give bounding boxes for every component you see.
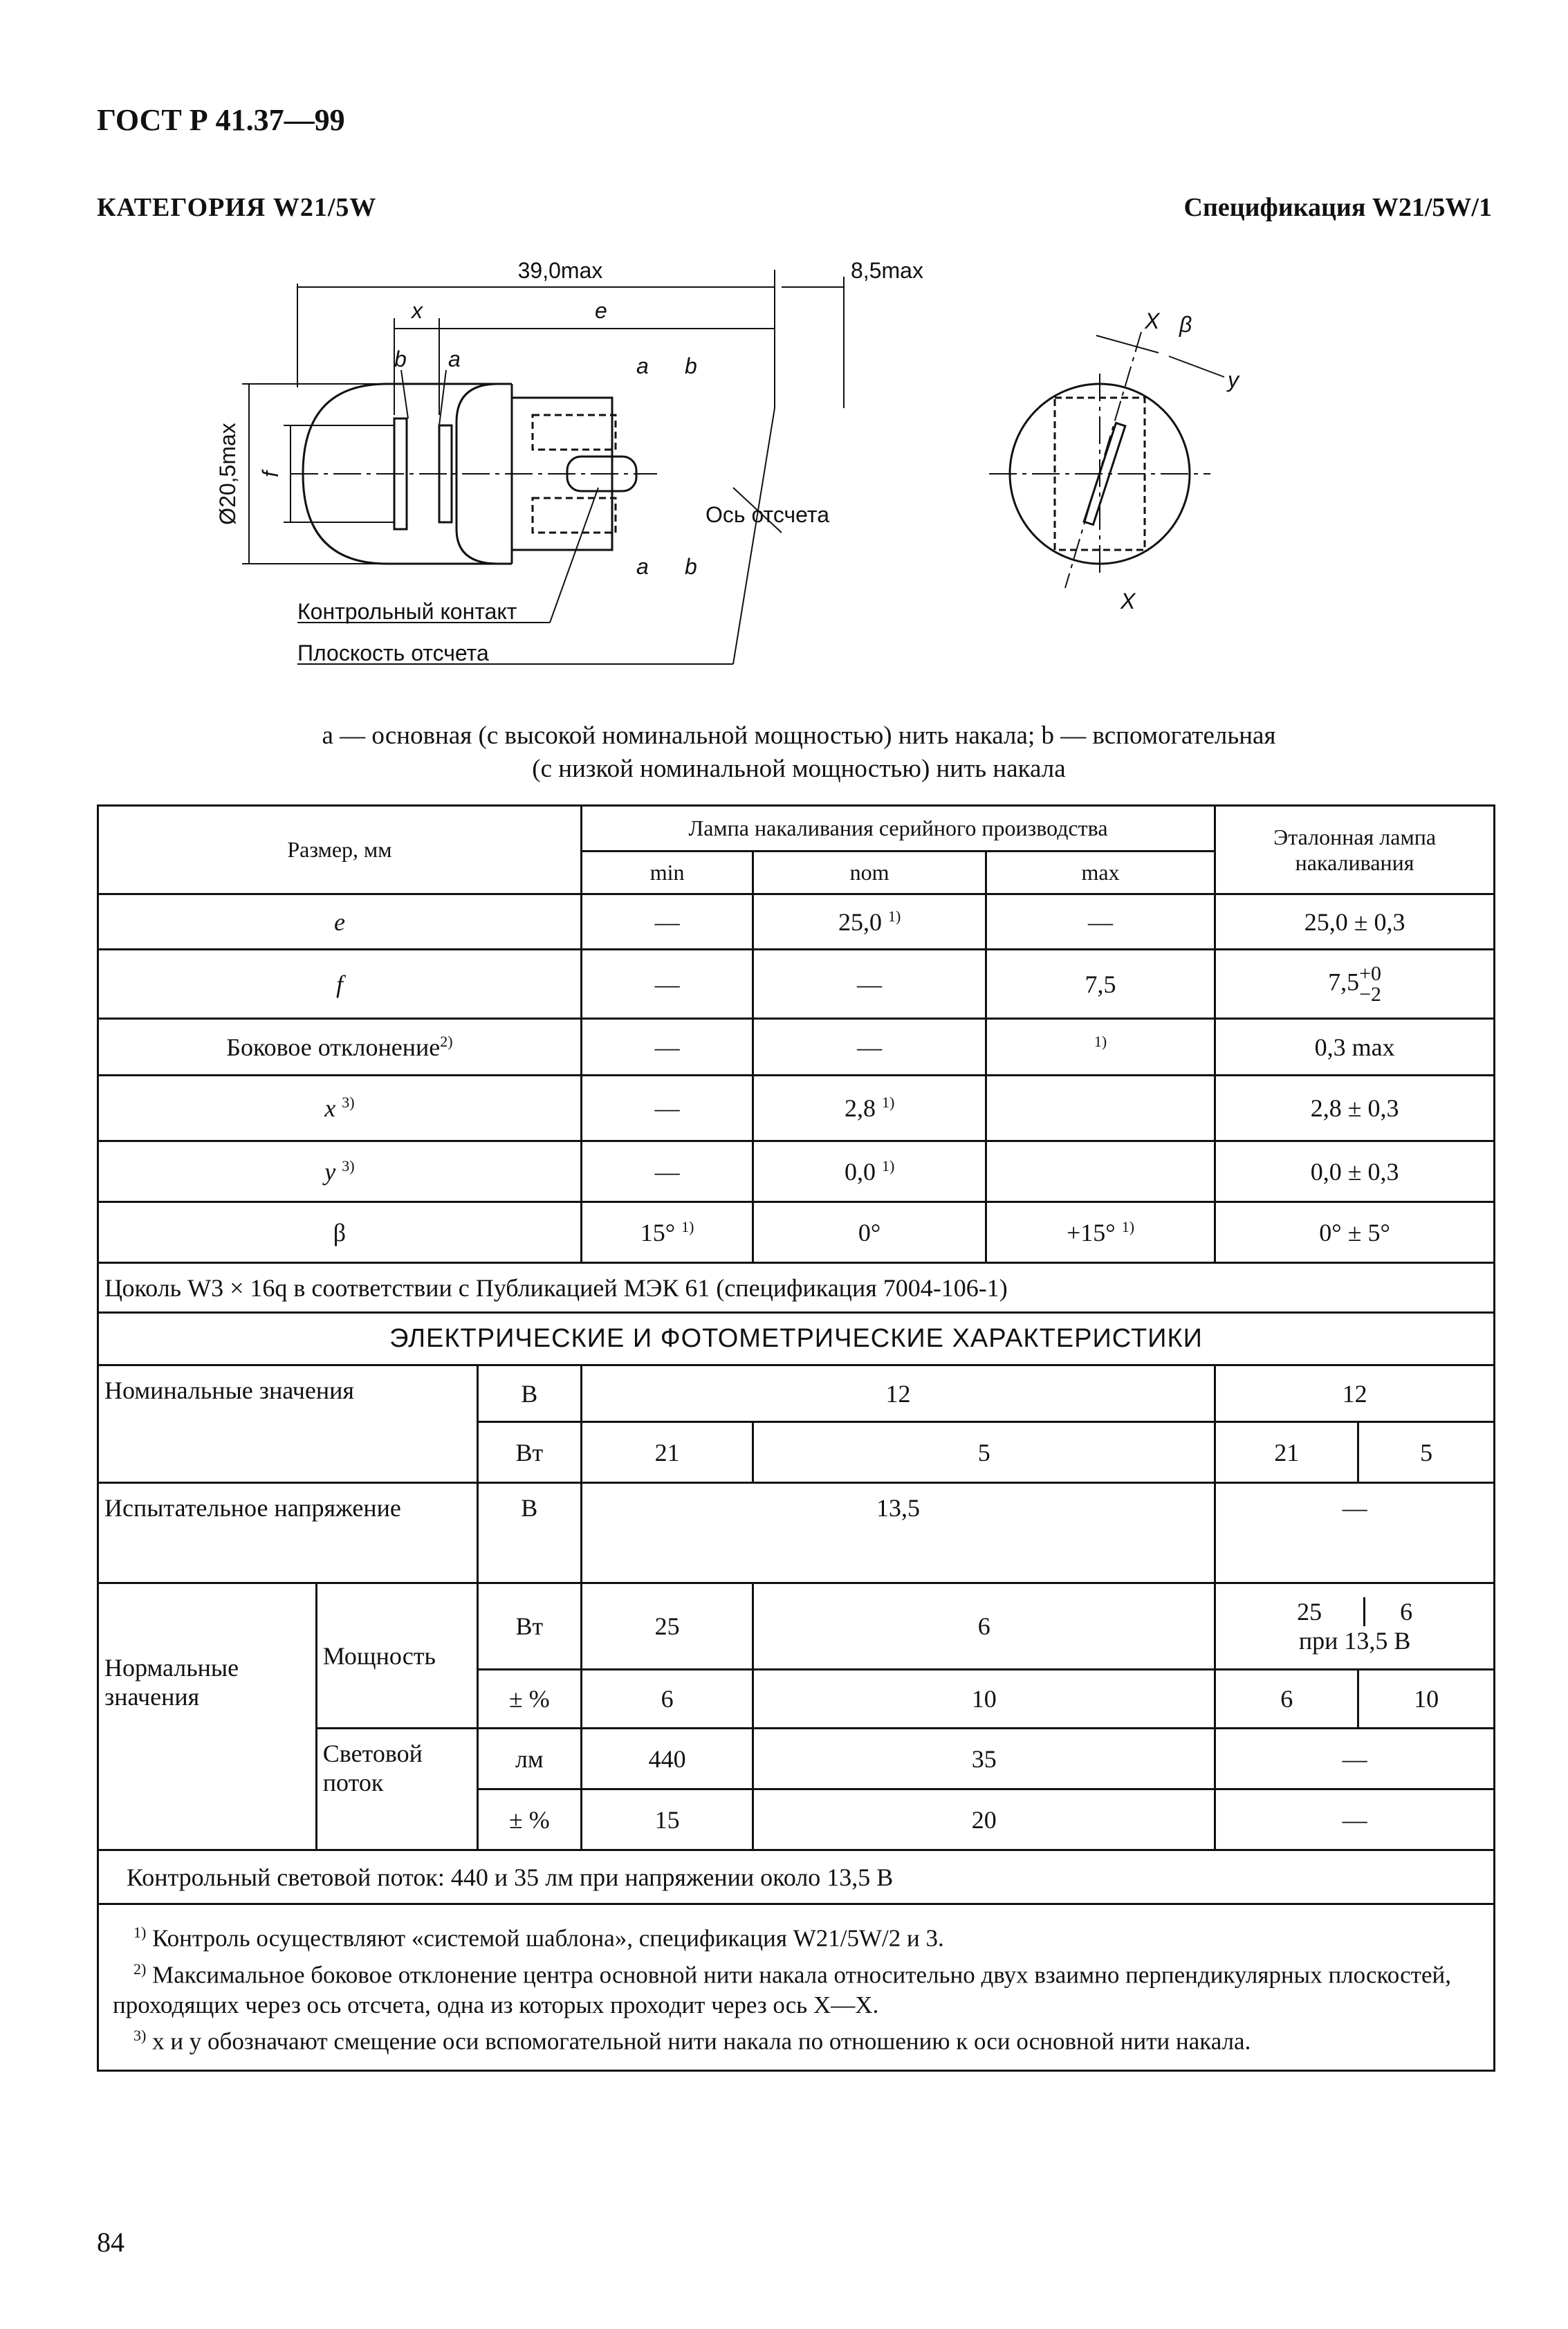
footnote-text: Контроль осуществляют «системой шаблона», спецификация W21/5W/2 и 3.	[152, 1924, 944, 1952]
normal-label: Нормальные значения	[98, 1583, 317, 1850]
footnote-mark: 3)	[342, 1157, 355, 1175]
caption-line-1: a — основная (с высокой номинальной мощностью) нить накала; b — вспомогательная	[322, 721, 1276, 750]
rated-power-main: 21	[581, 1422, 753, 1483]
section-title: ЭЛЕКТРИЧЕСКИЕ И ФОТОМЕТРИЧЕСКИЕ ХАРАКТЕРИСТИКИ	[98, 1313, 1495, 1365]
cell-max	[986, 1019, 1215, 1076]
page-number: 84	[97, 2227, 124, 2258]
cell-nom	[753, 1141, 986, 1202]
head-max: max	[986, 851, 1215, 894]
test-voltage-ref: —	[1215, 1483, 1495, 1583]
spec-table	[97, 804, 1495, 2072]
footnote-mark: 1)	[1094, 1032, 1107, 1050]
test-voltage: 13,5	[581, 1483, 1215, 1583]
dim-x-label: x	[412, 298, 423, 323]
cell-min	[581, 1202, 753, 1263]
cell-min: —	[581, 894, 753, 950]
flux-ref: —	[1215, 1729, 1495, 1789]
test-label: Испытательное напряжение	[98, 1483, 478, 1583]
rated-power-ref-main: 21	[1215, 1422, 1358, 1483]
label-b-bottom: b	[685, 554, 697, 579]
category-title: КАТЕГОРИЯ W21/5W	[97, 193, 377, 222]
cell-min: —	[581, 1019, 753, 1076]
rated-power-aux: 5	[753, 1422, 1215, 1483]
cell-nom-value: 0,0	[844, 1157, 876, 1186]
plane-label: Плоскость отсчета	[297, 641, 489, 665]
row-name	[98, 1019, 582, 1076]
row-name: f	[98, 950, 582, 1019]
head-serial: Лампа накаливания серийного производства	[581, 806, 1215, 851]
label-beta: β	[1179, 312, 1192, 337]
footnotes	[98, 1904, 1495, 2071]
unit-volt: В	[477, 1483, 581, 1583]
power-ref-note: при 13,5 В	[1298, 1627, 1411, 1655]
label-b-top: b	[685, 353, 697, 378]
power-ref-aux: 6	[1363, 1597, 1412, 1626]
unit-watt: Вт	[477, 1422, 581, 1483]
rated-voltage-serial: 12	[581, 1365, 1215, 1422]
tolerance-plus: +0	[1359, 961, 1382, 985]
cell-nom: —	[753, 950, 986, 1019]
footnote-mark: 1)	[133, 1924, 147, 1941]
unit-percent: ± %	[477, 1789, 581, 1850]
footnote-3	[113, 2020, 1479, 2057]
footnote-mark: 2)	[440, 1032, 453, 1050]
cell-ref-value: 7,5	[1328, 967, 1360, 995]
label-y: y	[1228, 367, 1239, 392]
power-pct-main: 6	[581, 1670, 753, 1729]
label-X-bottom: X	[1120, 589, 1136, 614]
cell-ref: 0° ± 5°	[1215, 1202, 1495, 1263]
rated-power-ref-aux: 5	[1358, 1422, 1495, 1483]
table-row	[98, 1019, 1495, 1076]
cell-nom	[753, 1076, 986, 1141]
cell-min: —	[581, 1076, 753, 1141]
footnote-text: x и y обозначают смещение оси вспомогательной нити накала по отношению к оси основной нити накала.	[152, 2027, 1251, 2055]
cap-note: Цоколь W3 × 16q в соответствии с Публикацией МЭК 61 (спецификация 7004-106-1)	[98, 1263, 1495, 1313]
unit-lumen: лм	[477, 1729, 581, 1789]
table-row	[98, 1202, 1495, 1263]
power-label: Мощность	[316, 1583, 477, 1729]
unit-watt: Вт	[477, 1583, 581, 1670]
footnote-mark: 1)	[681, 1217, 694, 1235]
row-name	[98, 1076, 582, 1141]
power-main: 25	[581, 1583, 753, 1670]
footnote-mark: 3)	[342, 1094, 355, 1111]
cell-max-value: +15°	[1067, 1218, 1116, 1246]
cell-ref	[1215, 950, 1495, 1019]
flux-pct-ref: —	[1215, 1789, 1495, 1850]
cell-max: —	[986, 894, 1215, 950]
table-row	[98, 1141, 1495, 1202]
row-name-text: y	[324, 1157, 336, 1186]
footnote-mark: 3)	[133, 2027, 147, 2045]
cell-nom-value: 25,0	[838, 908, 882, 936]
dim-diameter-label: Ø20,5max	[215, 423, 240, 525]
label-X-top: X	[1145, 309, 1160, 333]
figure-caption	[97, 719, 1501, 786]
flux-label: Световой поток	[316, 1729, 477, 1850]
row-name	[98, 1141, 582, 1202]
power-ref-main: 25	[1297, 1598, 1322, 1626]
power-pct-ref-aux: 10	[1358, 1670, 1495, 1729]
label-a-top: a	[636, 353, 649, 378]
tolerance	[1359, 961, 1382, 1006]
head-min: min	[581, 851, 753, 894]
cell-ref: 0,0 ± 0,3	[1215, 1141, 1495, 1202]
footnote-mark: 2)	[133, 1960, 147, 1978]
rated-voltage-ref: 12	[1215, 1365, 1495, 1422]
cell-ref: 0,3 max	[1215, 1019, 1495, 1076]
flux-pct-main: 15	[581, 1789, 753, 1850]
head-nom: nom	[753, 851, 986, 894]
cell-ref: 2,8 ± 0,3	[1215, 1076, 1495, 1141]
dim-side-label: 8,5max	[851, 258, 923, 283]
label-b-left: b	[394, 347, 407, 371]
cell-min-value: 15°	[640, 1218, 676, 1246]
table-row	[98, 1076, 1495, 1141]
tolerance-minus: −2	[1359, 982, 1382, 1006]
footnote-mark: 1)	[887, 907, 901, 925]
cell-nom: 0°	[753, 1202, 986, 1263]
power-aux: 6	[753, 1583, 1215, 1670]
cell-ref: 25,0 ± 0,3	[1215, 894, 1495, 950]
lamp-drawing	[215, 249, 1321, 699]
cell-nom	[753, 894, 986, 950]
row-name-text: Боковое отклонение	[226, 1033, 441, 1061]
control-flux: Контрольный световой поток: 440 и 35 лм при напряжении около 13,5 В	[98, 1850, 1495, 1904]
rated-label: Номинальные значения	[98, 1365, 478, 1483]
row-name-text: x	[324, 1094, 336, 1122]
cell-max	[986, 1141, 1215, 1202]
unit-volt: В	[477, 1365, 581, 1422]
doc-code: ГОСТ Р 41.37—99	[97, 103, 345, 137]
cell-min: —	[581, 1141, 753, 1202]
label-a-left: a	[448, 347, 461, 371]
row-name: β	[98, 1202, 582, 1263]
cell-max	[986, 1202, 1215, 1263]
footnote-2	[113, 1954, 1479, 2021]
power-pct-aux: 10	[753, 1670, 1215, 1729]
table-row	[98, 950, 1495, 1019]
flux-aux: 35	[753, 1729, 1215, 1789]
caption-line-2: (с низкой номинальной мощностью) нить накала	[532, 755, 1066, 783]
power-ref	[1215, 1583, 1495, 1670]
dim-f-label: f	[258, 471, 283, 477]
power-pct-ref-main: 6	[1215, 1670, 1358, 1729]
head-reference: Эталонная лампа накаливания	[1215, 806, 1495, 894]
unit-percent: ± %	[477, 1670, 581, 1729]
footnote-1	[113, 1917, 1479, 1954]
head-size: Размер, мм	[98, 806, 582, 894]
footnote-mark: 1)	[881, 1094, 895, 1111]
cell-min: —	[581, 950, 753, 1019]
flux-pct-aux: 20	[753, 1789, 1215, 1850]
label-a-bottom: a	[636, 554, 649, 579]
cell-max: 7,5	[986, 950, 1215, 1019]
contact-label: Контрольный контакт	[297, 599, 517, 624]
dim-e-label: e	[595, 298, 607, 323]
footnote-text: Максимальное боковое отклонение центра основной нити накала относительно двух взаимно перпендикулярных плоскостей, проходящих через ось отсчета, одна из которых проходит через ось X—X.	[113, 1961, 1451, 2019]
footnote-mark: 1)	[1121, 1217, 1135, 1235]
row-name: e	[98, 894, 582, 950]
cell-nom-value: 2,8	[844, 1094, 876, 1122]
table-row	[98, 894, 1495, 950]
cell-nom: —	[753, 1019, 986, 1076]
dim-length-label: 39,0max	[517, 258, 603, 283]
cell-max	[986, 1076, 1215, 1141]
specification-title: Спецификация W21/5W/1	[1183, 193, 1492, 222]
flux-main: 440	[581, 1729, 753, 1789]
footnote-mark: 1)	[881, 1157, 895, 1175]
axis-label: Ось отсчета	[705, 502, 829, 527]
